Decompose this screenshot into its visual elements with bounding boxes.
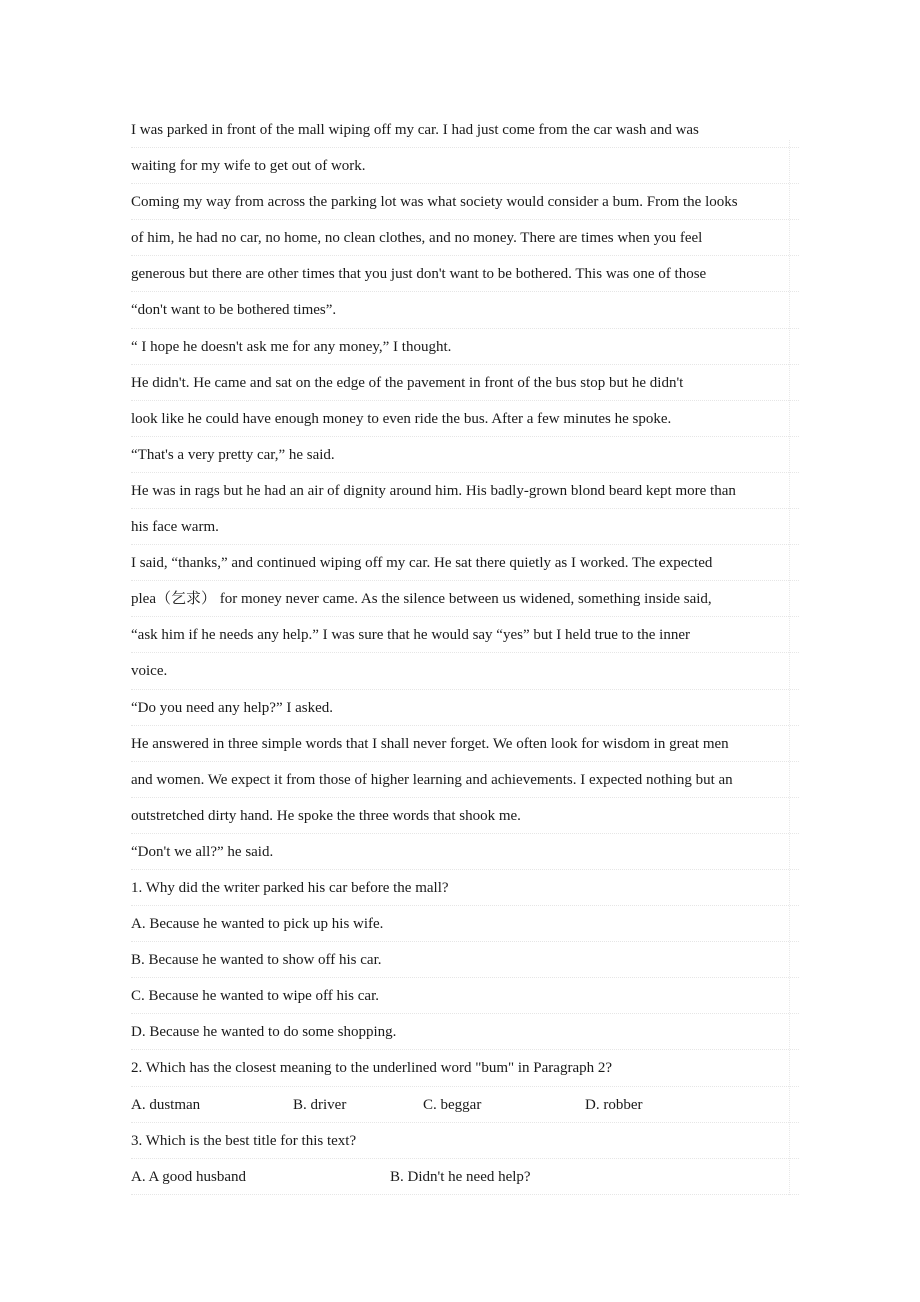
option-a: A. A good husband xyxy=(131,1168,247,1185)
option-a: A. dustman xyxy=(131,1096,201,1113)
passage-line: “That's a very pretty car,” he said. xyxy=(131,437,799,473)
passage-line: of him, he had no car, no home, no clean clothes, and no money. There are times when you feel xyxy=(131,220,799,256)
passage-line: He answered in three simple words that I shall never forget. We often look for wisdom in great men xyxy=(131,726,799,762)
question-3 xyxy=(131,1123,799,1195)
question-1 xyxy=(131,870,799,1050)
passage-line: He was in rags but he had an air of dignity around him. His badly-grown blond beard kept more than xyxy=(131,473,799,509)
passage-line: waiting for my wife to get out of work. xyxy=(131,148,799,184)
passage-line: and women. We expect it from those of higher learning and achievements. I expected nothing but an xyxy=(131,762,799,798)
passage-line: I was parked in front of the mall wiping off my car. I had just come from the car wash and was xyxy=(131,112,799,148)
passage-line: his face warm. xyxy=(131,509,799,545)
passage-line: generous but there are other times that you just don't want to be bothered. This was one of those xyxy=(131,256,799,292)
passage-line: voice. xyxy=(131,653,799,689)
passage-line: “Do you need any help?” I asked. xyxy=(131,690,799,726)
option-b: B. Because he wanted to show off his car. xyxy=(131,942,799,978)
options-row xyxy=(131,1159,799,1195)
passage-line: “Don't we all?” he said. xyxy=(131,834,799,870)
option-c: C. Because he wanted to wipe off his car. xyxy=(131,978,799,1014)
passage-line: look like he could have enough money to even ride the bus. After a few minutes he spoke. xyxy=(131,401,799,437)
options-row xyxy=(131,1087,799,1123)
passage xyxy=(131,112,799,870)
option-b: B. driver xyxy=(293,1096,347,1113)
question-2 xyxy=(131,1050,799,1122)
passage-line: outstretched dirty hand. He spoke the three words that shook me. xyxy=(131,798,799,834)
option-d: D. Because he wanted to do some shopping. xyxy=(131,1014,799,1050)
document-body xyxy=(131,112,799,1195)
question-stem: 1. Why did the writer parked his car before the mall? xyxy=(131,870,799,906)
option-b: B. Didn't he need help? xyxy=(390,1168,531,1185)
option-c: C. beggar xyxy=(423,1096,482,1113)
question-stem: 3. Which is the best title for this text? xyxy=(131,1123,799,1159)
option-d: D. robber xyxy=(585,1096,643,1113)
question-stem: 2. Which has the closest meaning to the underlined word "bum" in Paragraph 2? xyxy=(131,1050,799,1086)
passage-line: He didn't. He came and sat on the edge of the pavement in front of the bus stop but he didn't xyxy=(131,365,799,401)
passage-line: plea（乞求） for money never came. As the silence between us widened, something inside said, xyxy=(131,581,799,617)
passage-line: “don't want to be bothered times”. xyxy=(131,292,799,328)
passage-line: Coming my way from across the parking lot was what society would consider a bum. From the looks xyxy=(131,184,799,220)
passage-line: “ I hope he doesn't ask me for any money,” I thought. xyxy=(131,329,799,365)
passage-line: I said, “thanks,” and continued wiping off my car. He sat there quietly as I worked. The expected xyxy=(131,545,799,581)
option-a: A. Because he wanted to pick up his wife. xyxy=(131,906,799,942)
passage-line: “ask him if he needs any help.” I was sure that he would say “yes” but I held true to the inner xyxy=(131,617,799,653)
